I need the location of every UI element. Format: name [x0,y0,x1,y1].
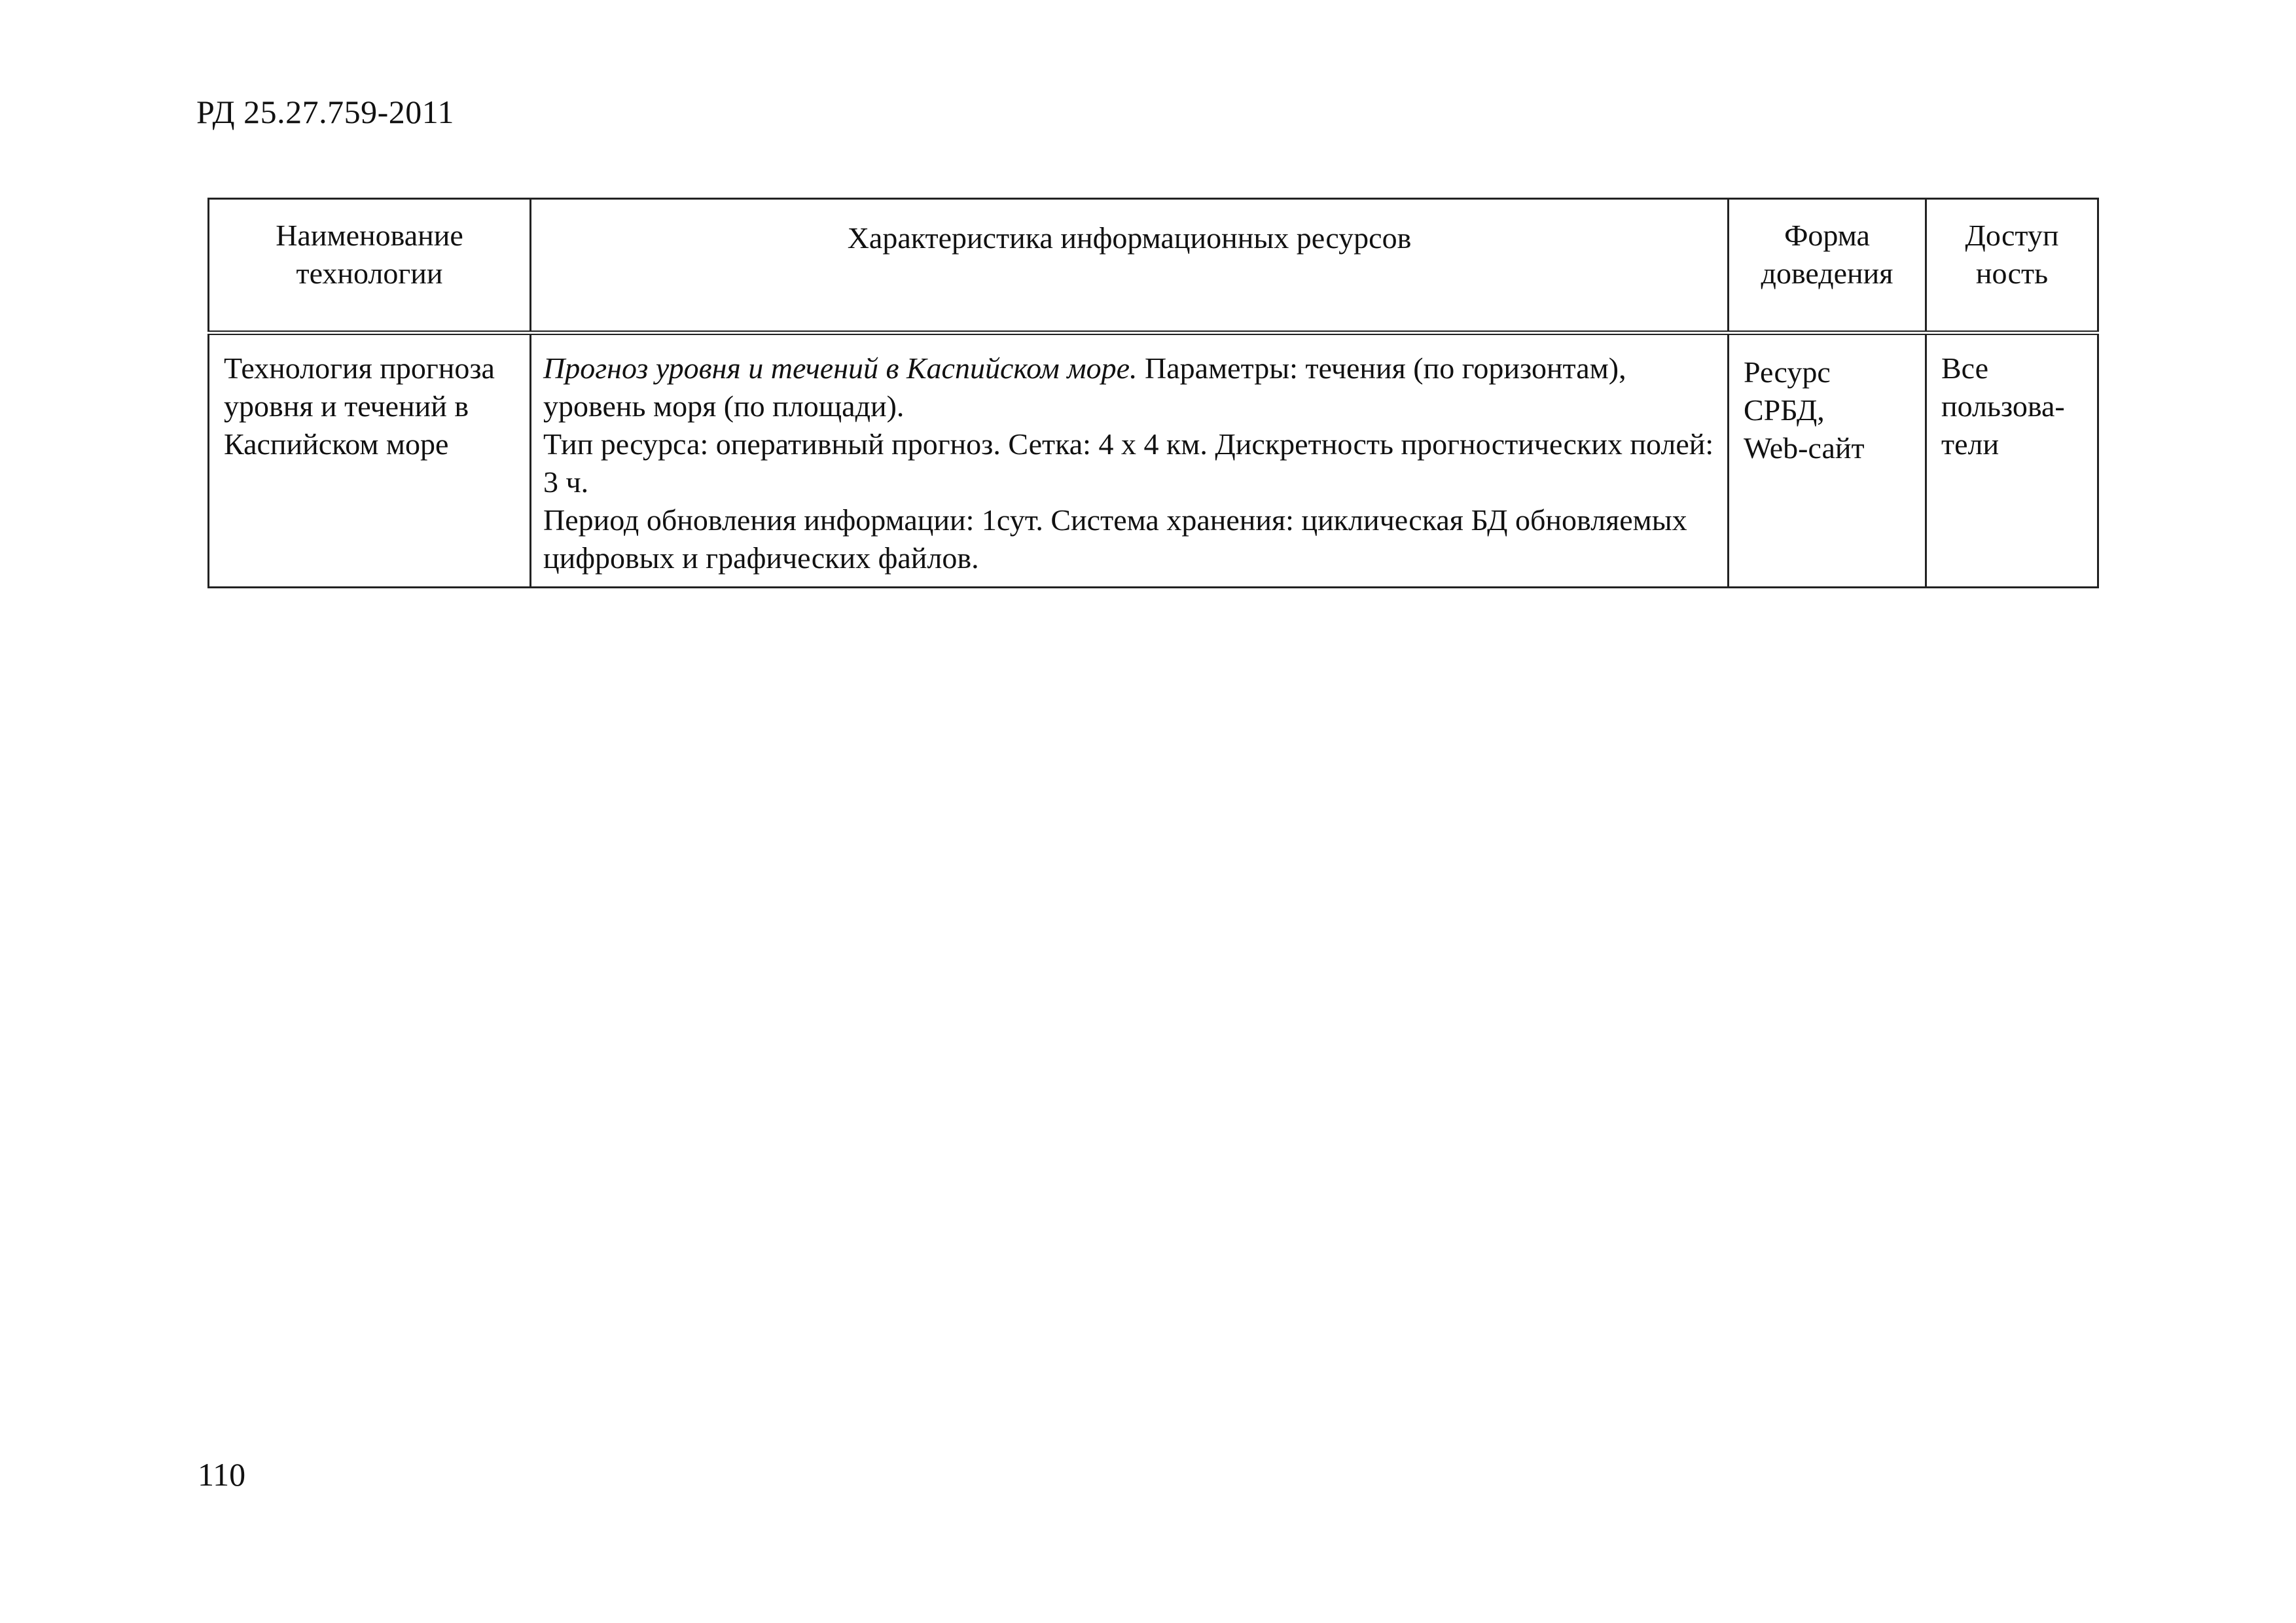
table-row [209,333,2098,588]
cell-resource-characteristics [531,333,1729,588]
table-body [209,333,2098,588]
resources-table [207,198,2099,588]
header-technology-name: Наименование технологии [209,199,531,333]
cell-access: Все пользова- тели [1926,333,2098,588]
description-update-period: Период обновления информации: 1сут. Система хранения: циклическая БД обновляемых цифровых и графических файлов. [543,503,1687,575]
description-title: Прогноз уровня и течений в Каспийском море. [543,351,1138,385]
document-code: РД 25.27.759-2011 [196,94,454,130]
description-params: Параметры: течения (по горизонтам), уровень моря (по площади). [543,351,1626,423]
header-delivery-form: Форма доведения [1729,199,1926,333]
header-access: Доступ ность [1926,199,2098,333]
cell-technology-name: Технология прогноза уровня и течений в Каспийском море [209,333,531,588]
header-resource-characteristics: Характеристика информационных ресурсов [531,199,1729,333]
description-resource-type: Тип ресурса: оперативный прогноз. Сетка: 4 х 4 км. Дискретность прогностических полей: 3 ч. [543,427,1714,499]
table-header [209,199,2098,333]
cell-delivery-form: Ресурс СРБД, Web-сайт [1729,333,1926,588]
table-header-row [209,199,2098,333]
page-number: 110 [198,1456,246,1493]
